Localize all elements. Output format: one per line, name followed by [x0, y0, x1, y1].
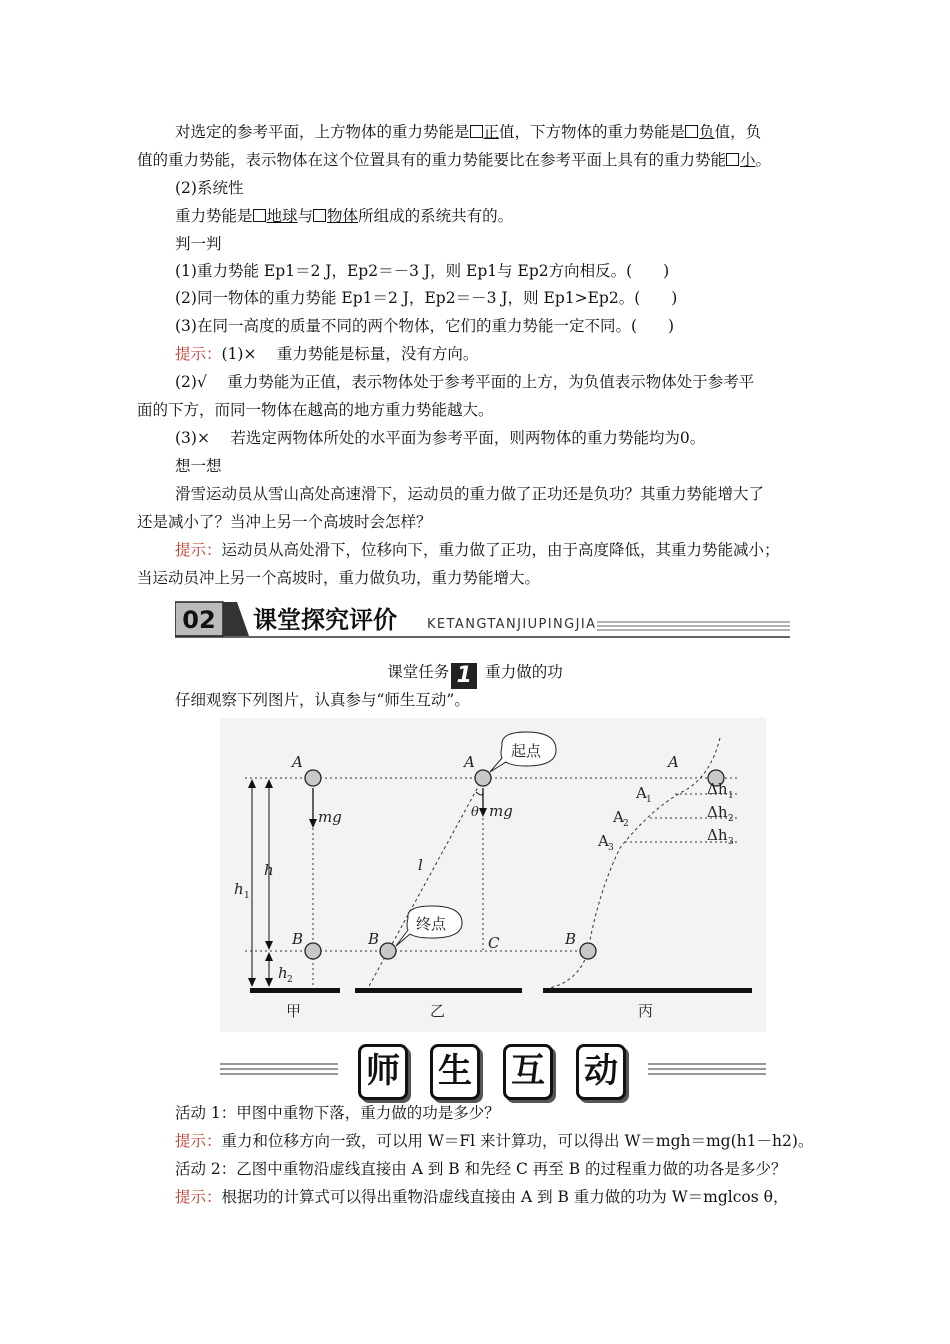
- hint-label: 提示：: [175, 541, 222, 559]
- svg-text:C: C: [488, 934, 500, 952]
- banner-char-2: 生: [430, 1044, 480, 1100]
- task-prefix: 课堂任务: [387, 663, 450, 681]
- svg-text:1: 1: [646, 795, 652, 805]
- physics-figure: [220, 718, 766, 1032]
- intro-line: 仔细观察下列图片，认真参与“师生互动”。: [175, 691, 470, 709]
- svg-text:3: 3: [728, 837, 734, 847]
- svg-text:h: h: [234, 880, 244, 898]
- answer-line-2: 当运动员冲上另一个高坡时，重力做负功，重力势能增大。: [137, 569, 541, 587]
- question-line-2: 还是减小了？当冲上另一个高坡时会怎样？: [137, 513, 432, 531]
- task-heading: [0, 660, 950, 689]
- svg-text:A: A: [292, 753, 303, 771]
- banner-char-3: 互: [503, 1044, 553, 1100]
- panel-bing: [550, 738, 740, 1020]
- svg-text:B: B: [368, 930, 380, 948]
- svg-text:θ: θ: [471, 805, 479, 820]
- label-jia: 甲: [286, 1002, 302, 1020]
- hint-label: 提示：: [175, 1132, 222, 1150]
- banner-char-4: 动: [576, 1044, 626, 1100]
- judge-item-2: (2)同一物体的重力势能 Ep1＝2 J，Ep2＝－3 J，则 Ep1>Ep2。( ): [175, 289, 678, 307]
- activity-2-answer: 提示：根据功的计算式可以得出重物沿虚线直接由 A 到 B 重力做的功为 W＝mglcos θ，: [175, 1188, 789, 1206]
- banner-char-1: 师: [358, 1044, 408, 1100]
- label-bing: 丙: [638, 1002, 654, 1020]
- section-number: 02: [182, 606, 216, 634]
- svg-text:B: B: [292, 930, 304, 948]
- svg-text:B: B: [565, 930, 577, 948]
- task-badge: 1: [451, 663, 477, 689]
- para-line-1: 对选定的参考平面，上方物体的重力势能是 正值，下方物体的重力势能是 负值，负: [175, 123, 762, 141]
- label-yi: 乙: [430, 1002, 446, 1020]
- ball-yi-B: [380, 943, 396, 959]
- svg-text:h: h: [278, 964, 288, 982]
- hint-label: 提示：: [175, 345, 222, 363]
- svg-text:mg: mg: [489, 802, 513, 820]
- svg-text:1: 1: [244, 891, 250, 901]
- blank-box-icon: [685, 125, 698, 138]
- ground-yi: [355, 988, 522, 993]
- svg-text:终点: 终点: [416, 915, 447, 933]
- ball-yi-A: [475, 770, 491, 786]
- subheading-systematic: (2)系统性: [175, 179, 244, 197]
- answer-line-1: 提示：运动员从高处滑下，位移向下，重力做了正功，由于高度降低，其重力势能减小；: [175, 541, 780, 559]
- panel-jia: [234, 753, 342, 1020]
- subheading-think: 想一想: [175, 457, 222, 475]
- svg-text:Δh: Δh: [707, 826, 728, 844]
- ball-jia-A: [305, 770, 321, 786]
- para-line-4: 重力势能是 地球与 物体所组成的系统共有的。: [175, 207, 514, 225]
- svg-text:起点: 起点: [511, 742, 542, 760]
- question-line-1: 滑雪运动员从雪山高处高速滑下，运动员的重力做了正功还是负功？其重力势能增大了: [175, 485, 765, 503]
- ball-jia-B: [305, 943, 321, 959]
- task-title: 重力做的功: [485, 663, 563, 681]
- blank-box-icon: [726, 153, 739, 166]
- hint-line-1: 提示：(1)× 重力势能是标量，没有方向。: [175, 345, 479, 363]
- svg-text:2: 2: [287, 975, 293, 985]
- section-pinyin: KETANGTANJIUPINGJIA: [427, 617, 595, 632]
- judge-item-3: (3)在同一高度的质量不同的两个物体，它们的重力势能一定不同。( ): [175, 317, 675, 335]
- blank-box-icon: [313, 209, 326, 222]
- activity-2: 活动 2：乙图中重物沿虚线直接由 A 到 B 和先经 C 再至 B 的过程重力做的功各是多少？: [175, 1160, 787, 1178]
- svg-text:1: 1: [728, 791, 734, 801]
- ground-jia: [250, 988, 340, 993]
- section-header: [175, 600, 790, 638]
- svg-text:Δh: Δh: [707, 780, 728, 798]
- hint-label: 提示：: [175, 1188, 222, 1206]
- svg-text:A: A: [636, 784, 647, 802]
- subheading-judge: 判一判: [175, 235, 222, 253]
- ball-bing-B: [580, 943, 596, 959]
- interaction-banner: [220, 1038, 766, 1100]
- svg-text:A: A: [464, 753, 475, 771]
- svg-text:A: A: [613, 808, 624, 826]
- blank-box-icon: [253, 209, 266, 222]
- panel-yi: [367, 732, 556, 1020]
- svg-text:mg: mg: [318, 808, 342, 826]
- judge-item-1: (1)重力势能 Ep1＝2 J，Ep2＝－3 J，则 Ep1与 Ep2方向相反。( ): [175, 262, 670, 280]
- svg-text:A: A: [668, 753, 679, 771]
- svg-text:A: A: [598, 832, 609, 850]
- para-line-2: 值的重力势能，表示物体在这个位置具有的重力势能要比在参考平面上具有的重力势能 小。: [137, 151, 772, 169]
- svg-text:Δh: Δh: [707, 803, 728, 821]
- svg-text:3: 3: [608, 843, 614, 853]
- activity-1: 活动 1：甲图中重物下落，重力做的功是多少？: [175, 1104, 500, 1122]
- section-title: 课堂探究评价: [253, 606, 397, 634]
- svg-text:2: 2: [728, 814, 734, 824]
- ground-bing: [543, 988, 752, 993]
- hint-line-3: (3)× 若选定两物体所处的水平面为参考平面，则两物体的重力势能均为0。: [175, 429, 706, 447]
- svg-text:l: l: [418, 856, 423, 874]
- hint-line-2b: 面的下方，而同一物体在越高的地方重力势能越大。: [137, 401, 494, 419]
- hint-line-2: (2)√ 重力势能为正值，表示物体处于参考平面的上方，为负值表示物体处于参考平: [175, 373, 755, 391]
- svg-text:2: 2: [623, 819, 629, 829]
- activity-1-answer: 提示：重力和位移方向一致，可以用 W＝Fl 来计算功，可以得出 W＝mgh＝mg(h1－h2)。: [175, 1132, 814, 1150]
- blank-box-icon: [470, 125, 483, 138]
- section-slant: [223, 602, 249, 636]
- svg-text:h: h: [264, 861, 274, 879]
